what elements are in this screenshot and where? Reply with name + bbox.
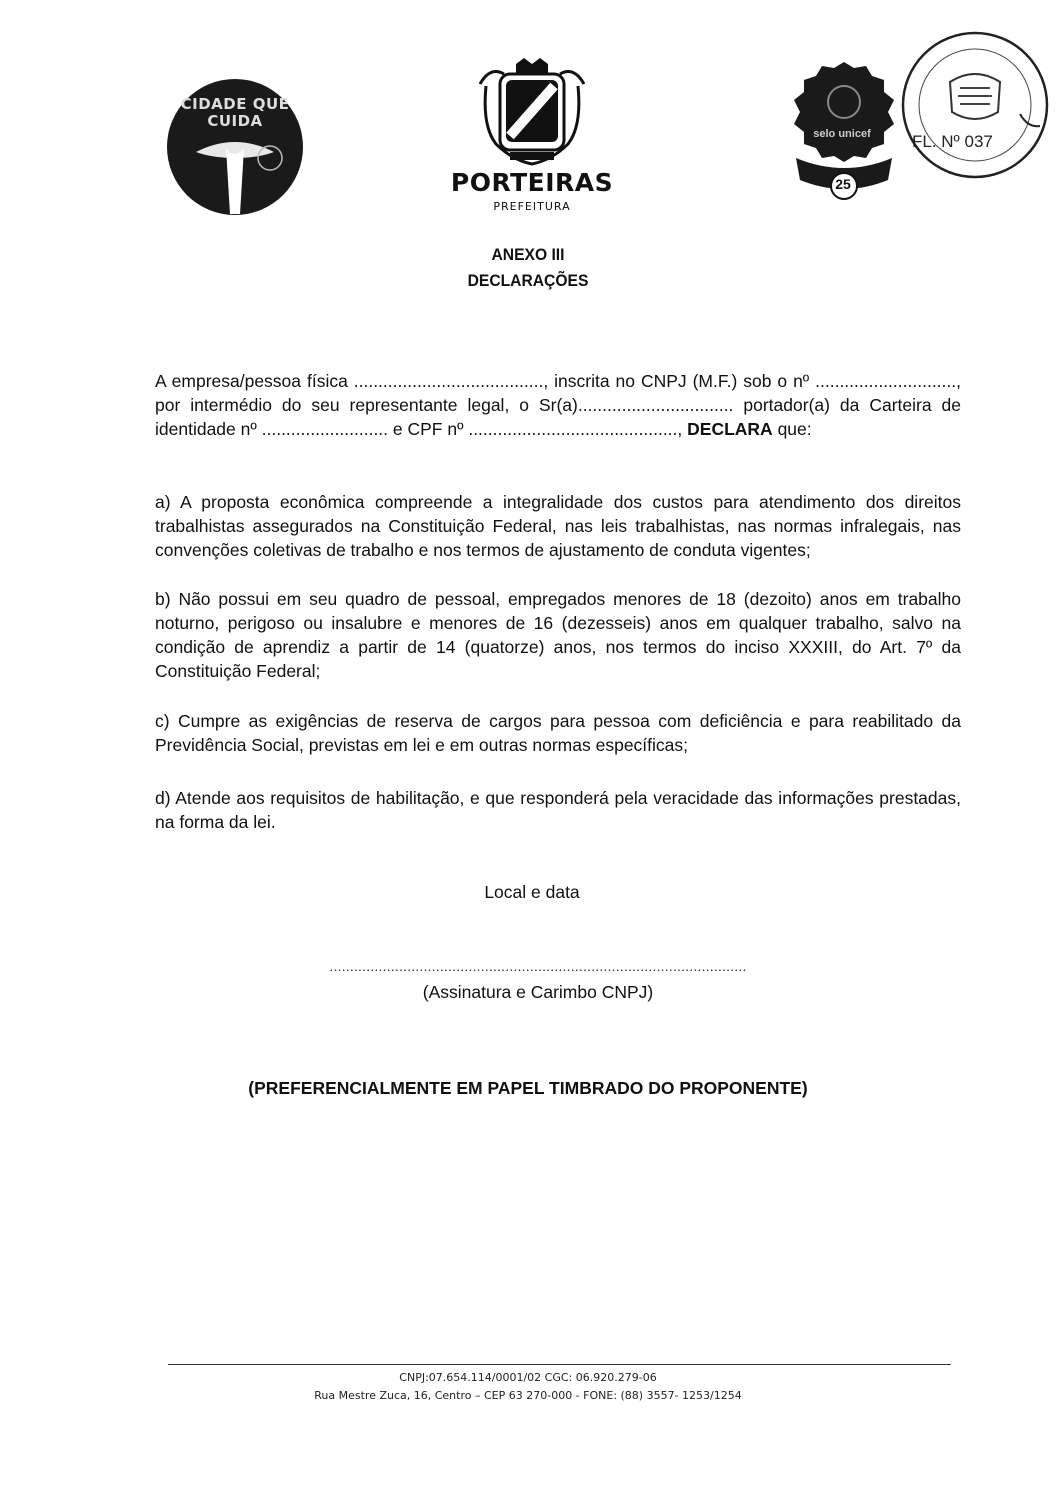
unicef-seal-text: selo unicef — [813, 128, 871, 140]
declaration-item-a: a) A proposta econômica compreende a integralidade dos custos para atendimento dos direitos trabalhistas assegurados na Constituição Federal, nas leis trabalhistas, nas normas infralegais, nas convenções coletivas de trabalho e nos termos de ajustamento de conduta vigentes; — [155, 492, 961, 560]
footer-divider — [168, 1364, 951, 1365]
declaration-item-b: b) Não possui em seu quadro de pessoal, empregados menores de 18 (dezoito) anos em trabalho noturno, perigoso ou insalubre e menores de 16 (dezesseis) anos em qualquer trabalho, salvo na condição de aprendiz a partir de 14 (quatorze) anos, nos termos do inciso XXXIII, do Art. 7º da Constituição Federal; — [155, 589, 961, 681]
letterhead-note: (PREFERENCIALMENTE EM PAPEL TIMBRADO DO PROPONENTE) — [248, 1078, 808, 1098]
intro-text-end: que: — [772, 419, 812, 439]
footer-registration: CNPJ:07.654.114/0001/02 CGC: 06.920.279-06 — [399, 1371, 657, 1384]
footer-address: Rua Mestre Zuca, 16, Centro – CEP 63 270-000 - FONE: (88) 3557- 1253/1254 — [314, 1389, 742, 1402]
intro-paragraph — [155, 369, 961, 441]
brand-name: PORTEIRAS — [450, 168, 614, 197]
declara-word: DECLARA — [687, 419, 773, 439]
place-and-date: Local e data — [484, 882, 580, 902]
brand-subtitle: PREFEITURA — [493, 200, 571, 213]
document-title: ANEXO III — [491, 245, 565, 264]
signature-line: ...................................................................................................... — [329, 958, 747, 974]
stamp-folio: FL. Nº 037 — [912, 132, 993, 151]
declaration-item-d: d) Atende aos requisitos de habilitação, e que responderá pela veracidade das informações prestadas, na forma da lei. — [155, 788, 961, 832]
declaration-item-c: c) Cumpre as exigências de reserva de cargos para pessoa com deficiência e para reabilitado da Previdência Social, previstas em lei e em outras normas específicas; — [155, 711, 961, 755]
signature-caption: (Assinatura e Carimbo CNPJ) — [422, 982, 654, 1002]
unicef-seal-number: 25 — [835, 176, 851, 192]
intro-text: A empresa/pessoa física ......................................., inscrita no CNPJ (M.F.) sob o nº ............................., por intermédio do seu representante legal, o Sr(a)................................ portador(a) da Carteira de identidade nº .......................... e CPF nº ..........................................., — [155, 371, 961, 439]
document-subtitle: DECLARAÇÕES — [467, 271, 589, 290]
municipal-crest-icon — [476, 56, 588, 168]
oval-stamp-icon — [900, 30, 1050, 180]
logo-left-text: CIDADE QUE CUIDA — [180, 95, 290, 130]
